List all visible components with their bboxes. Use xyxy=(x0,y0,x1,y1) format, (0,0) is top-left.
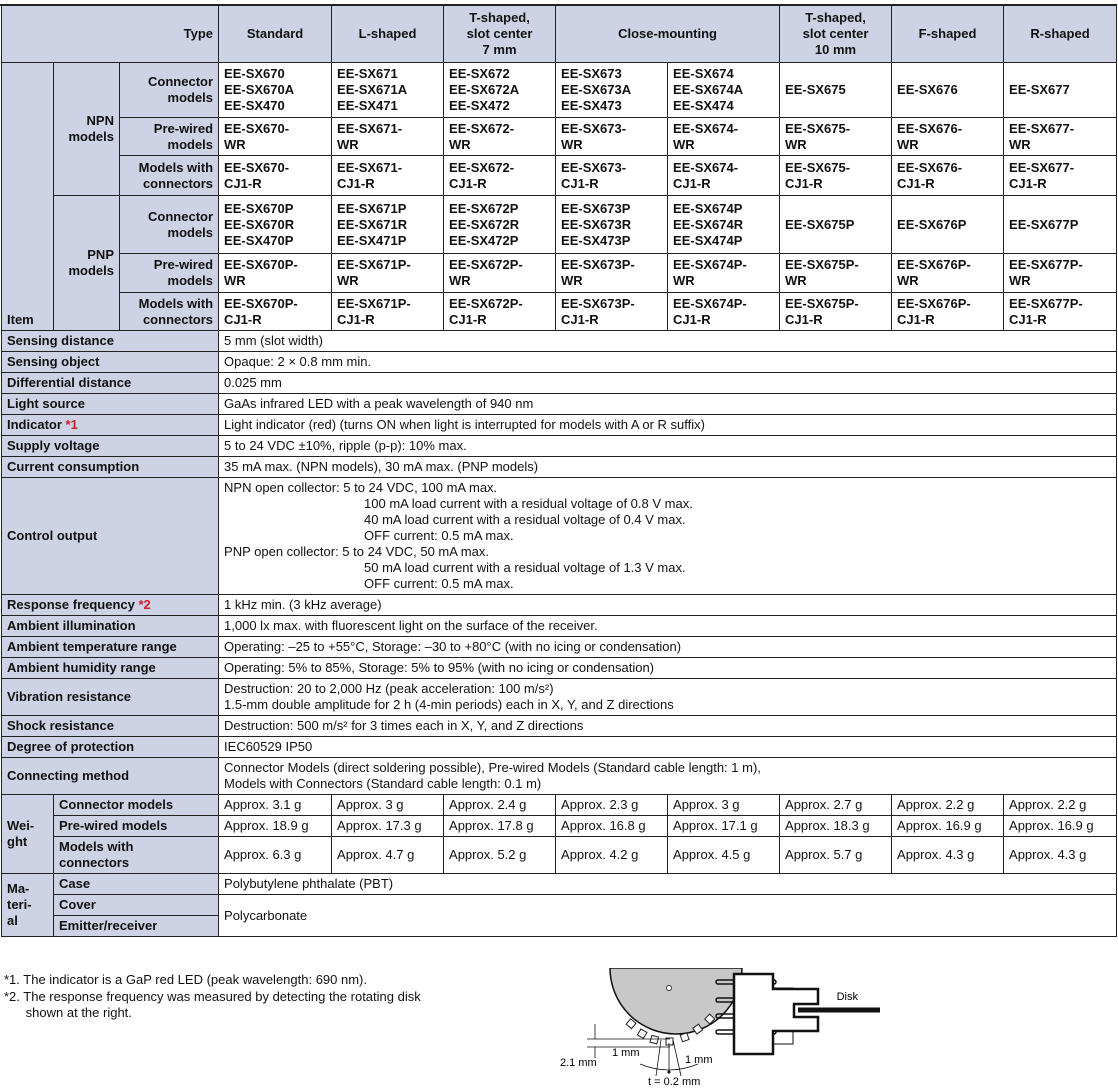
type-2: T-shaped, slot center 7 mm xyxy=(444,6,556,63)
weight-value: Approx. 2.4 g xyxy=(444,795,556,816)
model-number: EE-SX671- WR xyxy=(332,118,444,156)
model-number: EE-SX672P- WR xyxy=(444,254,556,293)
model-number: EE-SX677P xyxy=(1004,196,1117,254)
model-number: EE-SX675P- CJ1-R xyxy=(780,293,892,331)
type-6: R-shaped xyxy=(1004,6,1117,63)
spec-value xyxy=(219,457,1117,478)
spec-value-line: IEC60529 IP50 xyxy=(224,739,313,754)
model-number: EE-SX674- CJ1-R xyxy=(668,156,780,196)
spec-label xyxy=(2,716,219,737)
model-number: EE-SX671- CJ1-R xyxy=(332,156,444,196)
footnote-ref: *1 xyxy=(65,417,78,432)
spec-label xyxy=(2,373,219,394)
model-row-label: Models with connectors xyxy=(120,156,219,196)
model-number: EE-SX675 xyxy=(780,63,892,118)
model-row-label: Connector models xyxy=(120,196,219,254)
model-number: EE-SX675- WR xyxy=(780,118,892,156)
spec-label-text: Connecting method xyxy=(7,768,130,783)
spec-label-text: Indicator xyxy=(7,417,66,432)
weight-value: Approx. 4.2 g xyxy=(556,837,668,874)
table-row xyxy=(2,6,1117,63)
weight-value: Approx. 2.2 g xyxy=(892,795,1004,816)
table-row xyxy=(2,352,1117,373)
model-number: EE-SX673P EE-SX673R EE-SX473P xyxy=(556,196,668,254)
spec-value-line: Operating: 5% to 85%, Storage: 5% to 95% (with no icing or condensation) xyxy=(224,660,655,675)
spec-value-line: GaAs infrared LED with a peak wavelength of 940 nm xyxy=(224,396,534,411)
spec-label-text: Shock resistance xyxy=(7,718,114,733)
spec-value-line: 35 mA max. (NPN models), 30 mA max. (PNP models) xyxy=(224,459,539,474)
spec-value xyxy=(219,373,1117,394)
weight-row-label: Pre-wired models xyxy=(54,816,219,837)
item-header: Item xyxy=(2,63,54,331)
material-cover-label: Cover xyxy=(54,895,219,916)
type-1: L-shaped xyxy=(332,6,444,63)
spec-label-text: Response frequency xyxy=(7,597,139,612)
spec-label xyxy=(2,658,219,679)
spec-label xyxy=(2,331,219,352)
weight-value: Approx. 5.2 g xyxy=(444,837,556,874)
weight-value: Approx. 4.7 g xyxy=(332,837,444,874)
weight-value: Approx. 6.3 g xyxy=(219,837,332,874)
table-row xyxy=(2,293,1117,331)
spec-value-line: 5 mm (slot width) xyxy=(224,333,323,348)
spec-label-text: Ambient illumination xyxy=(7,618,136,633)
spec-value-line: OFF current: 0.5 mA max. xyxy=(364,528,514,543)
spec-label xyxy=(2,616,219,637)
table-row xyxy=(2,837,1117,874)
model-group-label: PNP models xyxy=(54,196,120,331)
spec-label-text: Current consumption xyxy=(7,459,140,474)
spec-label-text: Supply voltage xyxy=(7,438,100,453)
disk-label: Disk xyxy=(836,991,858,1003)
sensor-side-view xyxy=(716,974,880,1054)
material-group-label: Ma- teri- al xyxy=(2,874,54,937)
spec-label xyxy=(2,394,219,415)
dim-right-label: 1 mm xyxy=(685,1054,713,1066)
table-row xyxy=(2,716,1117,737)
spec-value xyxy=(219,637,1117,658)
table-row xyxy=(2,394,1117,415)
model-number: EE-SX676- CJ1-R xyxy=(892,156,1004,196)
weight-value: Approx. 4.3 g xyxy=(1004,837,1117,874)
spec-value xyxy=(219,658,1117,679)
model-number: EE-SX672 EE-SX672A EE-SX472 xyxy=(444,63,556,118)
table-row xyxy=(2,156,1117,196)
spec-value-line: 0.025 mm xyxy=(224,375,282,390)
spec-value xyxy=(219,716,1117,737)
spec-label-text: Light source xyxy=(7,396,86,411)
weight-value: Approx. 16.8 g xyxy=(556,816,668,837)
spec-label xyxy=(2,478,219,595)
spec-value xyxy=(219,394,1117,415)
spec-value-line: 100 mA load current with a residual voltage of 0.8 V max. xyxy=(364,496,693,511)
weight-value: Approx. 4.5 g xyxy=(668,837,780,874)
spec-value-line: NPN open collector: 5 to 24 VDC, 100 mA max. xyxy=(224,480,498,495)
model-number: EE-SX672P- CJ1-R xyxy=(444,293,556,331)
model-number: EE-SX676- WR xyxy=(892,118,1004,156)
weight-value: Approx. 3.1 g xyxy=(219,795,332,816)
table-row xyxy=(2,457,1117,478)
spec-value-line: Opaque: 2 × 0.8 mm min. xyxy=(224,354,372,369)
type-5: F-shaped xyxy=(892,6,1004,63)
spec-value-line: 1 kHz min. (3 kHz average) xyxy=(224,597,382,612)
spec-value-line: Operating: –25 to +55°C, Storage: –30 to +80°C (with no icing or condensation) xyxy=(224,639,682,654)
spec-value xyxy=(219,758,1117,795)
table-row xyxy=(2,331,1117,352)
model-number: EE-SX673P- WR xyxy=(556,254,668,293)
table-row xyxy=(2,478,1117,595)
spec-value xyxy=(219,737,1117,758)
footnote-1: *1. The indicator is a GaP red LED (peak wavelength: 690 nm). xyxy=(4,972,367,987)
table-row xyxy=(2,616,1117,637)
model-number: EE-SX677- WR xyxy=(1004,118,1117,156)
weight-value: Approx. 16.9 g xyxy=(1004,816,1117,837)
model-number: EE-SX671P EE-SX671R EE-SX471P xyxy=(332,196,444,254)
model-number: EE-SX673- CJ1-R xyxy=(556,156,668,196)
spec-value-line: Models with Connectors (Standard cable length: 0.1 m) xyxy=(224,776,542,791)
model-number: EE-SX670- WR xyxy=(219,118,332,156)
model-number: EE-SX672P EE-SX672R EE-SX472P xyxy=(444,196,556,254)
spec-value-line: 1,000 lx max. with fluorescent light on the surface of the receiver. xyxy=(224,618,598,633)
table-row xyxy=(2,595,1117,616)
spec-value-line: 50 mA load current with a residual voltage of 1.3 V max. xyxy=(364,560,686,575)
model-number: EE-SX677P- WR xyxy=(1004,254,1117,293)
spec-label xyxy=(2,436,219,457)
weight-value: Approx. 2.2 g xyxy=(1004,795,1117,816)
spec-value xyxy=(219,679,1117,716)
table-row xyxy=(2,254,1117,293)
table-row xyxy=(2,795,1117,816)
model-group-label: NPN models xyxy=(54,63,120,196)
model-number: EE-SX675P- WR xyxy=(780,254,892,293)
model-row-label: Pre-wired models xyxy=(120,254,219,293)
model-number: EE-SX675P xyxy=(780,196,892,254)
model-number: EE-SX670P- CJ1-R xyxy=(219,293,332,331)
spec-value xyxy=(219,331,1117,352)
weight-value: Approx. 4.3 g xyxy=(892,837,1004,874)
type-4: T-shaped, slot center 10 mm xyxy=(780,6,892,63)
weight-value: Approx. 18.3 g xyxy=(780,816,892,837)
spec-label-text: Ambient temperature range xyxy=(7,639,177,654)
footnote-ref: *2 xyxy=(138,597,151,612)
model-number: EE-SX673- WR xyxy=(556,118,668,156)
spec-label xyxy=(2,637,219,658)
model-number: EE-SX674P EE-SX674R EE-SX474P xyxy=(668,196,780,254)
model-number: EE-SX671 EE-SX671A EE-SX471 xyxy=(332,63,444,118)
spec-label-text: Control output xyxy=(7,528,98,543)
spec-value-line: PNP open collector: 5 to 24 VDC, 50 mA max. xyxy=(224,544,489,559)
table-row xyxy=(2,737,1117,758)
spec-label-text: Degree of protection xyxy=(7,739,135,754)
weight-value: Approx. 17.8 g xyxy=(444,816,556,837)
table-row xyxy=(2,63,1117,118)
model-row-label: Pre-wired models xyxy=(120,118,219,156)
spec-value xyxy=(219,478,1117,595)
dim-thickness-label: t = 0.2 mm xyxy=(648,1076,701,1088)
spec-value xyxy=(219,436,1117,457)
weight-value: Approx. 16.9 g xyxy=(892,816,1004,837)
table-row xyxy=(2,816,1117,837)
table-row xyxy=(2,118,1117,156)
weight-value: Approx. 3 g xyxy=(332,795,444,816)
spec-label-text: Sensing distance xyxy=(7,333,114,348)
rotating-disk-diagram xyxy=(520,968,880,1089)
type-3: Close-mounting xyxy=(556,6,780,63)
model-number: EE-SX676 xyxy=(892,63,1004,118)
spec-value xyxy=(219,595,1117,616)
table-row xyxy=(2,874,1117,895)
weight-value: Approx. 2.7 g xyxy=(780,795,892,816)
weight-value: Approx. 3 g xyxy=(668,795,780,816)
table-row xyxy=(2,679,1117,716)
table-row xyxy=(2,196,1117,254)
spec-value-line: Light indicator (red) (turns ON when light is interrupted for models with A or R suffix) xyxy=(224,417,705,432)
model-number: EE-SX674P- WR xyxy=(668,254,780,293)
table-row xyxy=(2,758,1117,795)
table-row xyxy=(2,895,1117,916)
table-row xyxy=(2,658,1117,679)
model-number: EE-SX674 EE-SX674A EE-SX474 xyxy=(668,63,780,118)
weight-value: Approx. 2.3 g xyxy=(556,795,668,816)
model-number: EE-SX673 EE-SX673A EE-SX473 xyxy=(556,63,668,118)
weight-row-label: Connector models xyxy=(54,795,219,816)
model-number: EE-SX675- CJ1-R xyxy=(780,156,892,196)
material-case-label: Case xyxy=(54,874,219,895)
spec-label xyxy=(2,737,219,758)
spec-label xyxy=(2,415,219,436)
spec-value-line: 1.5-mm double amplitude for 2 h (4-min periods) each in X, Y, and Z directions xyxy=(224,697,674,712)
spec-value-line: 5 to 24 VDC ±10%, ripple (p-p): 10% max. xyxy=(224,438,467,453)
model-number: EE-SX676P- CJ1-R xyxy=(892,293,1004,331)
spec-label-text: Ambient humidity range xyxy=(7,660,156,675)
spec-label-text: Sensing object xyxy=(7,354,100,369)
dim-height-label: 2.1 mm xyxy=(560,1057,597,1069)
weight-group-label: Wei- ght xyxy=(2,795,54,874)
spec-label xyxy=(2,758,219,795)
model-number: EE-SX672- WR xyxy=(444,118,556,156)
type-0: Standard xyxy=(219,6,332,63)
weight-value: Approx. 17.3 g xyxy=(332,816,444,837)
type-header: Type xyxy=(2,6,219,63)
material-emitter-label: Emitter/receiver xyxy=(54,916,219,937)
model-number: EE-SX670P- WR xyxy=(219,254,332,293)
spec-value xyxy=(219,415,1117,436)
model-number: EE-SX674P- CJ1-R xyxy=(668,293,780,331)
model-number: EE-SX670- CJ1-R xyxy=(219,156,332,196)
model-number: EE-SX676P- WR xyxy=(892,254,1004,293)
model-number: EE-SX670 EE-SX670A EE-SX470 xyxy=(219,63,332,118)
spec-table xyxy=(1,5,1117,937)
spec-value xyxy=(219,352,1117,373)
weight-value: Approx. 18.9 g xyxy=(219,816,332,837)
material-case-value: Polybutylene phthalate (PBT) xyxy=(219,874,1117,895)
spec-value-line: Destruction: 500 m/s² for 3 times each in X, Y, and Z directions xyxy=(224,718,584,733)
spec-label xyxy=(2,595,219,616)
spec-label-text: Vibration resistance xyxy=(7,689,132,704)
dim-left-label: 1 mm xyxy=(612,1047,640,1059)
model-number: EE-SX672- CJ1-R xyxy=(444,156,556,196)
model-number: EE-SX676P xyxy=(892,196,1004,254)
model-number: EE-SX677 xyxy=(1004,63,1117,118)
spec-value-line: 40 mA load current with a residual voltage of 0.4 V max. xyxy=(364,512,686,527)
model-number: EE-SX671P- WR xyxy=(332,254,444,293)
table-row xyxy=(2,415,1117,436)
spec-label xyxy=(2,352,219,373)
spec-value-line: OFF current: 0.5 mA max. xyxy=(364,576,514,591)
model-number: EE-SX677- CJ1-R xyxy=(1004,156,1117,196)
material-cover-value: Polycarbonate xyxy=(219,895,1117,937)
model-number: EE-SX674- WR xyxy=(668,118,780,156)
weight-row-label: Models with connectors xyxy=(54,837,219,874)
spec-label xyxy=(2,679,219,716)
model-row-label: Models with connectors xyxy=(120,293,219,331)
table-row xyxy=(2,373,1117,394)
model-row-label: Connector models xyxy=(120,63,219,118)
footnote-2: *2. The response frequency was measured by detecting the rotating disk shown at the right. xyxy=(4,989,421,1020)
model-number: EE-SX677P- CJ1-R xyxy=(1004,293,1117,331)
spec-value-line: Destruction: 20 to 2,000 Hz (peak acceleration: 100 m/s²) xyxy=(224,681,554,696)
weight-value: Approx. 17.1 g xyxy=(668,816,780,837)
model-number: EE-SX670P EE-SX670R EE-SX470P xyxy=(219,196,332,254)
spec-value-line: Connector Models (direct soldering possible), Pre-wired Models (Standard cable length: 1 m), xyxy=(224,760,761,775)
table-row xyxy=(2,436,1117,457)
spec-label xyxy=(2,457,219,478)
weight-value: Approx. 5.7 g xyxy=(780,837,892,874)
model-number: EE-SX673P- CJ1-R xyxy=(556,293,668,331)
table-row xyxy=(2,637,1117,658)
spec-label-text: Differential distance xyxy=(7,375,132,390)
spec-value xyxy=(219,616,1117,637)
model-number: EE-SX671P- CJ1-R xyxy=(332,293,444,331)
